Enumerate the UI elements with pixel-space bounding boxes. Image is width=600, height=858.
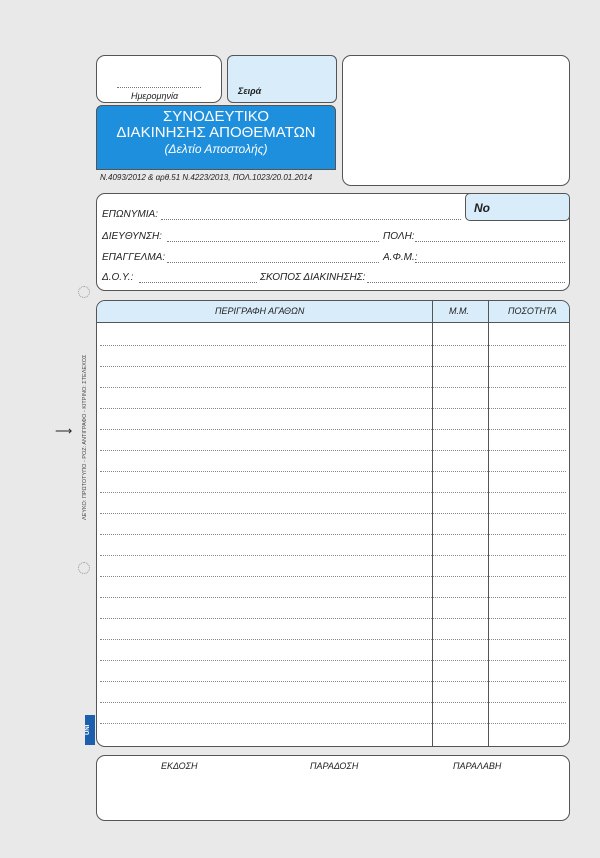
item-row-line[interactable] <box>100 576 566 577</box>
item-row-line[interactable] <box>100 471 566 472</box>
items-table <box>96 300 570 747</box>
date-box[interactable] <box>96 55 222 103</box>
item-row-line[interactable] <box>100 387 566 388</box>
item-row-line[interactable] <box>100 723 566 724</box>
customer-number-box[interactable] <box>465 193 570 221</box>
tax-office-label: Δ.Ο.Υ.: <box>102 272 134 283</box>
item-row-line[interactable] <box>100 534 566 535</box>
item-row-line[interactable] <box>100 408 566 409</box>
date-label: Ημερομηνία <box>131 91 179 101</box>
address-label: ΔΙΕΥΘΥΝΣΗ: <box>102 231 162 242</box>
series-label: Σειρά <box>238 86 262 96</box>
vat-field[interactable] <box>415 262 565 263</box>
date-dots <box>117 87 201 88</box>
col-divider-quantity <box>488 301 489 746</box>
receipt-label: ΠΑΡΑΛΑΒΗ <box>453 761 502 771</box>
item-row-line[interactable] <box>100 429 566 430</box>
item-row-line[interactable] <box>100 513 566 514</box>
copy-color-legend: ΛΕΥΚΟ: ΠΡΩΤΟΤΥΠΟ - ΡΟΖ: ΑΝΤΙΓΡΑΦΟ - ΚΙΤΡΙΝΟ: ΣΤΕΛΕΧΟΣ <box>82 354 88 520</box>
arrow-icon: ⟶ <box>55 424 73 438</box>
profession-label: ΕΠΑΓΓΕΛΜΑ: <box>102 252 166 263</box>
address-field[interactable] <box>167 241 379 242</box>
city-field[interactable] <box>415 241 565 242</box>
title-subtitle: (Δελτίο Αποστολής) <box>164 142 268 156</box>
col-unit-header: Μ.Μ. <box>449 306 469 316</box>
name-field[interactable] <box>161 219 461 220</box>
series-box[interactable] <box>227 55 337 103</box>
item-row-line[interactable] <box>100 597 566 598</box>
issue-label: ΕΚΔΟΣΗ <box>161 761 198 771</box>
item-row-line[interactable] <box>100 681 566 682</box>
uni-logo: UNI <box>85 715 95 745</box>
purpose-label: ΣΚΟΠΟΣ ΔΙΑΚΙΝΗΣΗΣ: <box>260 272 366 283</box>
item-row-line[interactable] <box>100 660 566 661</box>
item-row-line[interactable] <box>100 450 566 451</box>
document-title <box>96 105 336 170</box>
vat-label: Α.Φ.Μ.: <box>383 252 418 263</box>
col-description-header: ΠΕΡΙΓΡΑΦΗ ΑΓΑΘΩΝ <box>215 306 305 316</box>
item-row-line[interactable] <box>100 345 566 346</box>
delivery-label: ΠΑΡΑΔΟΣΗ <box>310 761 359 771</box>
item-row-line[interactable] <box>100 702 566 703</box>
customer-box <box>96 193 570 291</box>
col-quantity-header: ΠΟΣΟΤΗΤΑ <box>508 306 557 316</box>
city-label: ΠΟΛΗ: <box>383 231 415 242</box>
company-stamp-box <box>342 55 570 186</box>
item-row-line[interactable] <box>100 639 566 640</box>
item-row-line[interactable] <box>100 555 566 556</box>
punch-hole-top <box>78 286 90 298</box>
profession-field[interactable] <box>167 262 379 263</box>
item-row-line[interactable] <box>100 492 566 493</box>
law-reference: Ν.4093/2012 & αρθ.51 Ν.4223/2013, ΠΟΛ.1023/20.01.2014 <box>100 173 313 182</box>
purpose-field[interactable] <box>367 282 565 283</box>
item-row-line[interactable] <box>100 366 566 367</box>
name-label: ΕΠΩΝΥΜΙΑ: <box>102 209 158 220</box>
signature-box <box>96 755 570 821</box>
col-divider-unit <box>432 301 433 746</box>
punch-hole-bottom <box>78 562 90 574</box>
items-table-header <box>97 301 569 323</box>
customer-number-label: Νο <box>474 201 490 215</box>
item-row-line[interactable] <box>100 618 566 619</box>
tax-office-field[interactable] <box>139 282 257 283</box>
title-line1: ΣΥΝΟΔΕΥΤΙΚΟ <box>162 108 270 125</box>
title-line2: ΔΙΑΚΙΝΗΣΗΣ ΑΠΟΘΕΜΑΤΩΝ <box>116 124 316 141</box>
